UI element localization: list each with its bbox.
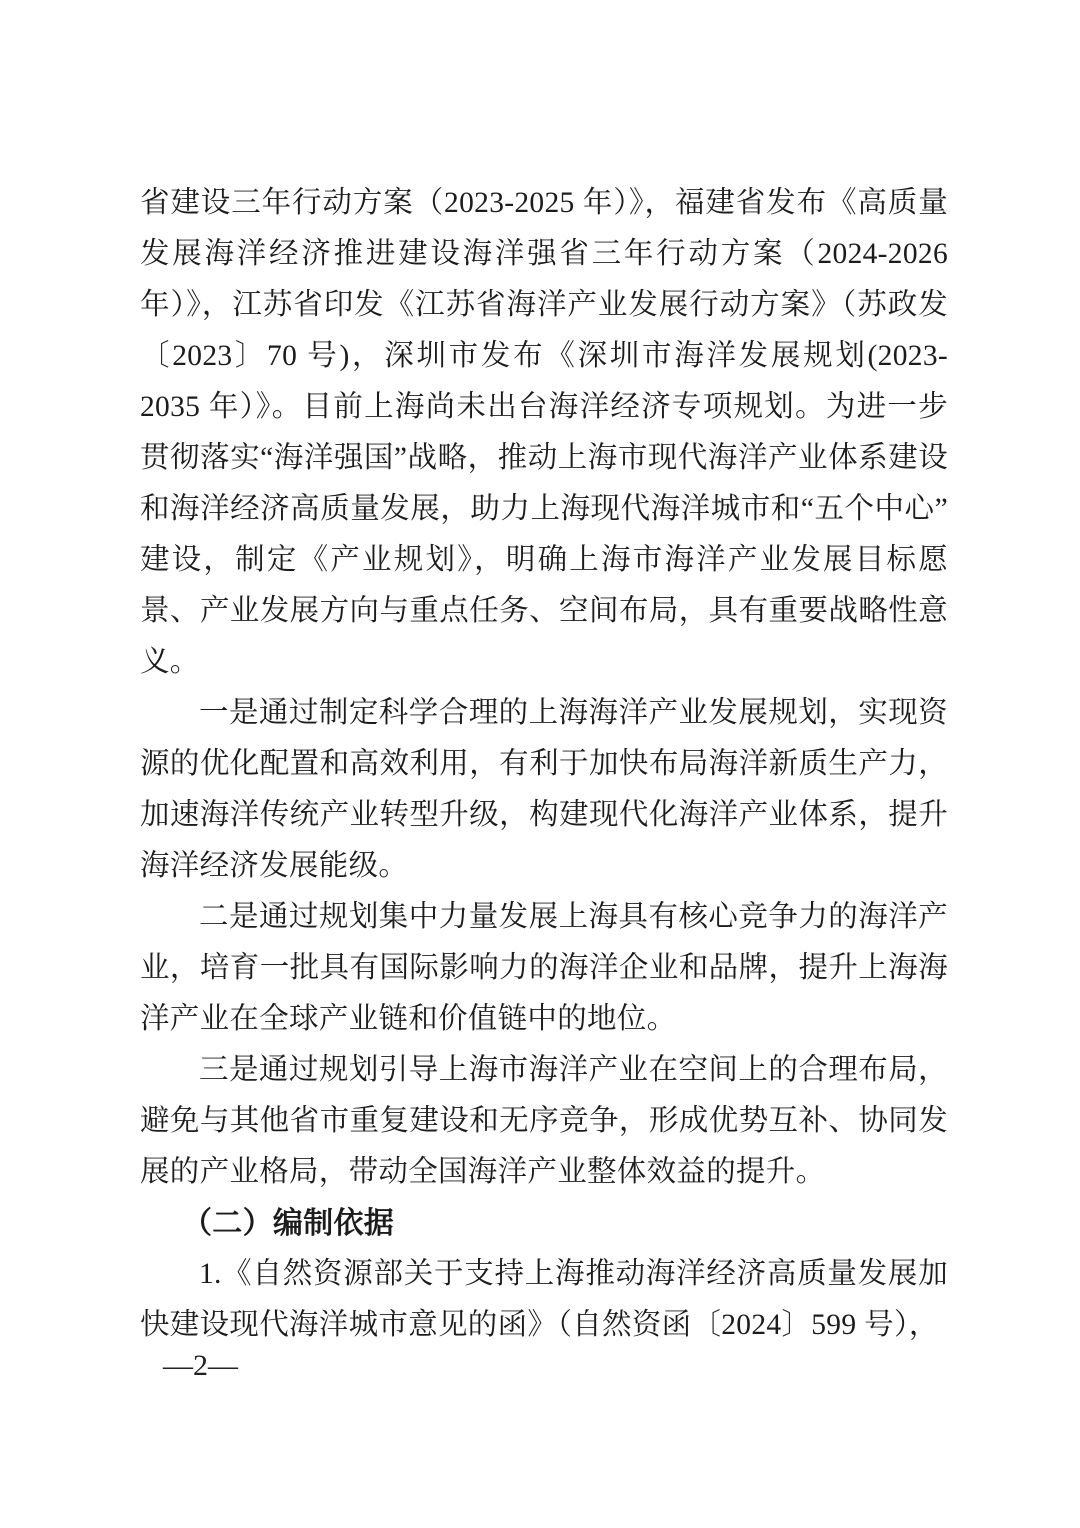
paragraph-continuation: 省建设三年行动方案（2023-2025 年）》，福建省发布《高质量发展海洋经济推进建设海洋强省三年行动方案（2024-2026 年）》，江苏省印发《江苏省海洋产业发展行动方案》（苏政发〔2023〕70 号)，深圳市发布《深圳市海洋发展规划(2023-2035 年）》。目前上海尚未出台海洋经济专项规划。为进一步贯彻落实“海洋强国”战略，推动上海市现代海洋产业体系建设和海洋经济高质量发展，助力上海现代海洋城市和“五个中心”建设，制定《产业规划》，明确上海市海洋产业发展目标愿景、产业发展方向与重点任务、空间布局，具有重要战略性意义。 [140, 187, 948, 678]
section-heading-basis: （二）编制依据 [182, 1207, 395, 1240]
document-body [140, 178, 948, 1351]
page-number: —2— [163, 1349, 238, 1382]
paragraph-point-three: 三是通过规划引导上海市海洋产业在空间上的合理布局，避免与其他省市重复建设和无序竞争，形成优势互补、协同发展的产业格局，带动全国海洋产业整体效益的提升。 [140, 1054, 948, 1188]
paragraph-basis-item-1: 1.《自然资源部关于支持上海推动海洋经济高质量发展加快建设现代海洋城市意见的函》（自然资函〔2024〕599 号）， [140, 1258, 948, 1341]
paragraph-point-one: 一是通过制定科学合理的上海海洋产业发展规划，实现资源的优化配置和高效利用，有利于加快布局海洋新质生产力，加速海洋传统产业转型升级，构建现代化海洋产业体系，提升海洋经济发展能级。 [140, 697, 948, 882]
paragraph-point-two: 二是通过规划集中力量发展上海具有核心竞争力的海洋产业，培育一批具有国际影响力的海洋企业和品牌，提升上海海洋产业在全球产业链和价值链中的地位。 [140, 901, 948, 1035]
